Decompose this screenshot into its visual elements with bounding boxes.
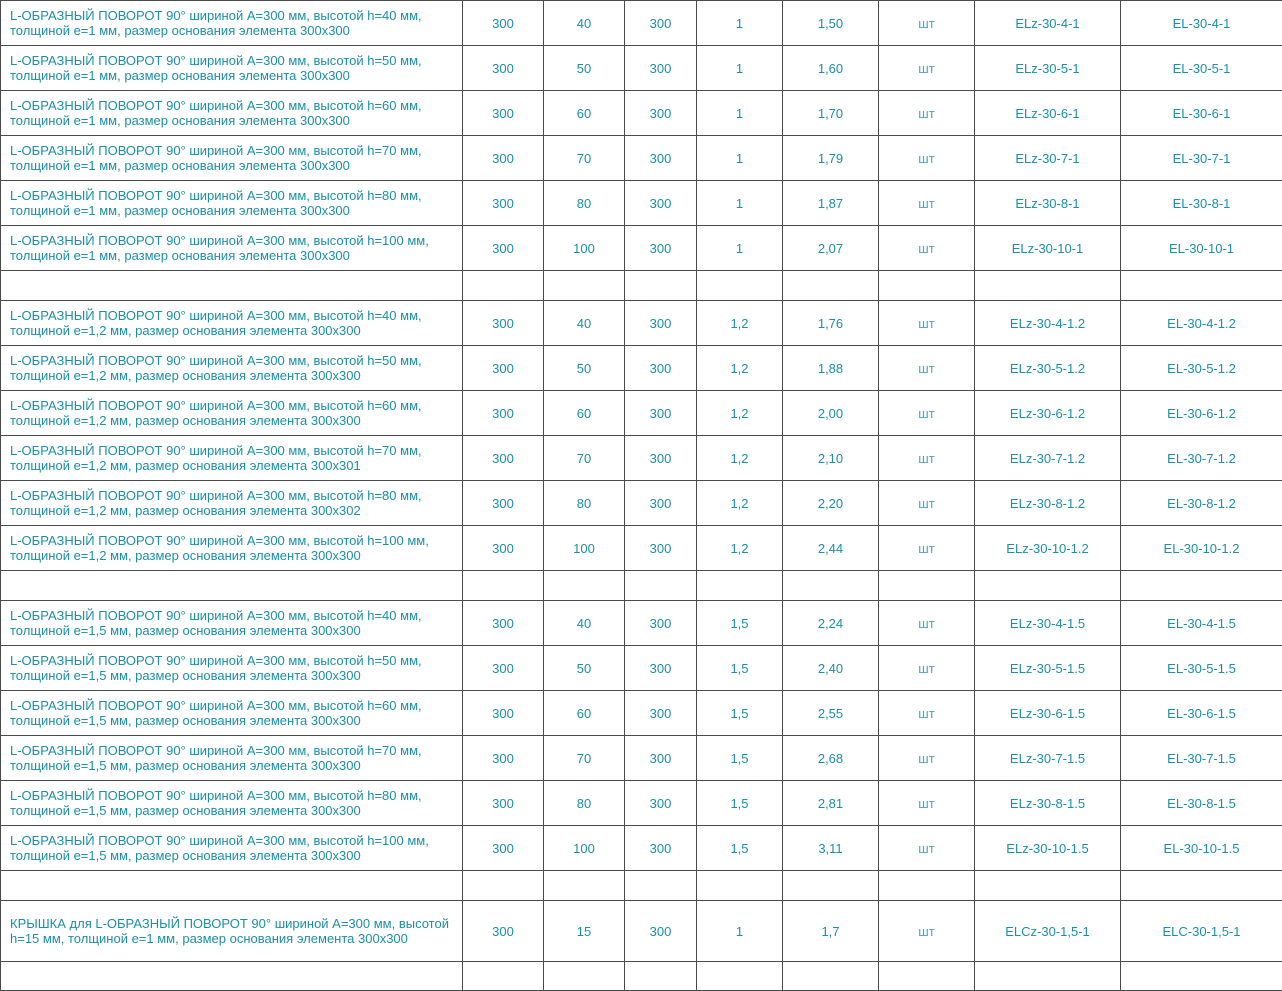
- base-cell: 300: [625, 301, 697, 346]
- description-cell: L-ОБРАЗНЫЙ ПОВОРОТ 90° шириной А=300 мм, высотой h=80 мм, толщиной е=1,5 мм, размер основания элемента 300х300: [1, 781, 463, 826]
- height-h-cell: 80: [544, 481, 625, 526]
- empty-row: [1, 571, 1282, 601]
- table-row: [1, 301, 1282, 346]
- thickness-cell: 1,2: [697, 481, 783, 526]
- height-h-cell: 80: [544, 781, 625, 826]
- width-a-cell: 300: [463, 226, 544, 271]
- thickness-cell: 1,2: [697, 436, 783, 481]
- code-cell: EL-30-5-1.5: [1121, 646, 1282, 691]
- height-h-cell: 80: [544, 181, 625, 226]
- description-cell: L-ОБРАЗНЫЙ ПОВОРОТ 90° шириной А=300 мм, высотой h=60 мм, толщиной е=1,2 мм, размер основания элемента 300х300: [1, 391, 463, 436]
- width-a-cell: 300: [463, 736, 544, 781]
- base-cell: 300: [625, 136, 697, 181]
- height-h-cell: 70: [544, 736, 625, 781]
- code-z-cell: ELz-30-5-1: [975, 46, 1121, 91]
- table-row: [1, 601, 1282, 646]
- empty-cell: [783, 571, 879, 601]
- width-a-cell: 300: [463, 481, 544, 526]
- code-z-cell: ELz-30-6-1.2: [975, 391, 1121, 436]
- thickness-cell: 1,2: [697, 391, 783, 436]
- table-row: [1, 91, 1282, 136]
- thickness-cell: 1,2: [697, 346, 783, 391]
- code-z-cell: ELz-30-10-1.2: [975, 526, 1121, 571]
- width-a-cell: 300: [463, 826, 544, 871]
- height-h-cell: 50: [544, 46, 625, 91]
- table-row: [1, 481, 1282, 526]
- description-cell: L-ОБРАЗНЫЙ ПОВОРОТ 90° шириной А=300 мм, высотой h=70 мм, толщиной е=1,2 мм, размер основания элемента 300х301: [1, 436, 463, 481]
- base-cell: 300: [625, 91, 697, 136]
- code-cell: EL-30-10-1.5: [1121, 826, 1282, 871]
- empty-cell: [697, 271, 783, 301]
- thickness-cell: 1: [697, 181, 783, 226]
- unit-cell: шт: [879, 436, 975, 481]
- description-cell: L-ОБРАЗНЫЙ ПОВОРОТ 90° шириной А=300 мм, высотой h=60 мм, толщиной е=1 мм, размер основания элемента 300х300: [1, 91, 463, 136]
- empty-cell: [625, 271, 697, 301]
- description-cell: L-ОБРАЗНЫЙ ПОВОРОТ 90° шириной А=300 мм, высотой h=80 мм, толщиной е=1 мм, размер основания элемента 300х300: [1, 181, 463, 226]
- code-cell: EL-30-7-1.2: [1121, 436, 1282, 481]
- unit-cell: шт: [879, 181, 975, 226]
- code-cell: EL-30-10-1.2: [1121, 526, 1282, 571]
- empty-cell: [625, 571, 697, 601]
- empty-cell: [463, 871, 544, 901]
- code-z-cell: ELz-30-6-1: [975, 91, 1121, 136]
- description-cell: L-ОБРАЗНЫЙ ПОВОРОТ 90° шириной А=300 мм, высотой h=40 мм, толщиной е=1 мм, размер основания элемента 300х300: [1, 1, 463, 46]
- mass-cell: 1,88: [783, 346, 879, 391]
- unit-cell: шт: [879, 91, 975, 136]
- table-row: [1, 181, 1282, 226]
- width-a-cell: 300: [463, 136, 544, 181]
- description-cell: L-ОБРАЗНЫЙ ПОВОРОТ 90° шириной А=300 мм, высотой h=40 мм, толщиной е=1,2 мм, размер основания элемента 300х300: [1, 301, 463, 346]
- empty-cell: [879, 571, 975, 601]
- height-h-cell: 40: [544, 601, 625, 646]
- table-row: [1, 736, 1282, 781]
- mass-cell: 1,50: [783, 1, 879, 46]
- unit-cell: шт: [879, 391, 975, 436]
- code-cell: EL-30-5-1: [1121, 46, 1282, 91]
- unit-cell: шт: [879, 346, 975, 391]
- code-cell: EL-30-4-1.2: [1121, 301, 1282, 346]
- mass-cell: 2,68: [783, 736, 879, 781]
- height-h-cell: 100: [544, 226, 625, 271]
- unit-cell: шт: [879, 1, 975, 46]
- mass-cell: 2,07: [783, 226, 879, 271]
- code-z-cell: ELz-30-8-1.5: [975, 781, 1121, 826]
- mass-cell: 2,10: [783, 436, 879, 481]
- unit-cell: шт: [879, 781, 975, 826]
- base-cell: 300: [625, 601, 697, 646]
- empty-cell: [879, 871, 975, 901]
- unit-cell: шт: [879, 226, 975, 271]
- table-row: [1, 136, 1282, 181]
- thickness-cell: 1,2: [697, 526, 783, 571]
- base-cell: 300: [625, 346, 697, 391]
- table-row: [1, 526, 1282, 571]
- description-cell: L-ОБРАЗНЫЙ ПОВОРОТ 90° шириной А=300 мм, высотой h=100 мм, толщиной е=1,5 мм, размер основания элемента 300х300: [1, 826, 463, 871]
- unit-cell: шт: [879, 646, 975, 691]
- code-z-cell: ELz-30-7-1.5: [975, 736, 1121, 781]
- height-h-cell: 70: [544, 136, 625, 181]
- empty-cell: [783, 271, 879, 301]
- width-a-cell: 300: [463, 781, 544, 826]
- thickness-cell: 1,5: [697, 691, 783, 736]
- mass-cell: 2,44: [783, 526, 879, 571]
- table-row: [1, 826, 1282, 871]
- code-cell: EL-30-6-1.2: [1121, 391, 1282, 436]
- code-z-cell: ELz-30-7-1.2: [975, 436, 1121, 481]
- description-cell: L-ОБРАЗНЫЙ ПОВОРОТ 90° шириной А=300 мм, высотой h=100 мм, толщиной е=1,2 мм, размер основания элемента 300х300: [1, 526, 463, 571]
- code-z-cell: ELz-30-6-1.5: [975, 691, 1121, 736]
- empty-cell: [1121, 962, 1282, 991]
- base-cell: 300: [625, 46, 697, 91]
- code-cell: EL-30-6-1.5: [1121, 691, 1282, 736]
- height-h-cell: 40: [544, 1, 625, 46]
- base-cell: 300: [625, 781, 697, 826]
- height-h-cell: 50: [544, 646, 625, 691]
- base-cell: 300: [625, 436, 697, 481]
- empty-row: [1, 271, 1282, 301]
- empty-cell: [1121, 271, 1282, 301]
- empty-row: [1, 871, 1282, 901]
- code-z-cell: ELz-30-4-1: [975, 1, 1121, 46]
- empty-cell: [1, 871, 463, 901]
- height-h-cell: 100: [544, 826, 625, 871]
- code-z-cell: ELz-30-10-1.5: [975, 826, 1121, 871]
- thickness-cell: 1,5: [697, 781, 783, 826]
- code-z-cell: ELz-30-4-1.2: [975, 301, 1121, 346]
- base-cell: 300: [625, 736, 697, 781]
- description-cell: L-ОБРАЗНЫЙ ПОВОРОТ 90° шириной А=300 мм, высотой h=60 мм, толщиной е=1,5 мм, размер основания элемента 300х300: [1, 691, 463, 736]
- empty-cell: [1, 271, 463, 301]
- base-cell: 300: [625, 826, 697, 871]
- unit-cell: шт: [879, 826, 975, 871]
- width-a-cell: 300: [463, 901, 544, 962]
- base-cell: 300: [625, 526, 697, 571]
- unit-cell: шт: [879, 46, 975, 91]
- width-a-cell: 300: [463, 391, 544, 436]
- description-cell: КРЫШКА для L-ОБРАЗНЫЙ ПОВОРОТ 90° шириной А=300 мм, высотой h=15 мм, толщиной е=1 мм, размер основания элемента 300х300: [1, 901, 463, 962]
- code-z-cell: ELz-30-8-1.2: [975, 481, 1121, 526]
- unit-cell: шт: [879, 601, 975, 646]
- thickness-cell: 1: [697, 1, 783, 46]
- description-cell: L-ОБРАЗНЫЙ ПОВОРОТ 90° шириной А=300 мм, высотой h=40 мм, толщиной е=1,5 мм, размер основания элемента 300х300: [1, 601, 463, 646]
- code-cell: EL-30-6-1: [1121, 91, 1282, 136]
- empty-cell: [879, 271, 975, 301]
- empty-cell: [544, 571, 625, 601]
- mass-cell: 1,70: [783, 91, 879, 136]
- code-z-cell: ELz-30-5-1.2: [975, 346, 1121, 391]
- code-cell: EL-30-5-1.2: [1121, 346, 1282, 391]
- code-z-cell: ELz-30-8-1: [975, 181, 1121, 226]
- empty-cell: [697, 871, 783, 901]
- empty-cell: [1121, 871, 1282, 901]
- width-a-cell: 300: [463, 601, 544, 646]
- empty-cell: [1, 962, 463, 991]
- code-z-cell: ELz-30-7-1: [975, 136, 1121, 181]
- empty-cell: [697, 962, 783, 991]
- empty-cell: [879, 962, 975, 991]
- description-cell: L-ОБРАЗНЫЙ ПОВОРОТ 90° шириной А=300 мм, высотой h=50 мм, толщиной е=1,2 мм, размер основания элемента 300х300: [1, 346, 463, 391]
- height-h-cell: 50: [544, 346, 625, 391]
- mass-cell: 1,87: [783, 181, 879, 226]
- table-row: [1, 1, 1282, 46]
- thickness-cell: 1,5: [697, 601, 783, 646]
- empty-cell: [975, 271, 1121, 301]
- table-row: [1, 781, 1282, 826]
- empty-cell: [463, 571, 544, 601]
- height-h-cell: 60: [544, 691, 625, 736]
- empty-cell: [544, 271, 625, 301]
- mass-cell: 1,79: [783, 136, 879, 181]
- empty-cell: [625, 962, 697, 991]
- mass-cell: 1,7: [783, 901, 879, 962]
- empty-cell: [1, 571, 463, 601]
- table-row: [1, 46, 1282, 91]
- table-row: [1, 691, 1282, 736]
- code-cell: EL-30-8-1.2: [1121, 481, 1282, 526]
- thickness-cell: 1: [697, 226, 783, 271]
- height-h-cell: 15: [544, 901, 625, 962]
- description-cell: L-ОБРАЗНЫЙ ПОВОРОТ 90° шириной А=300 мм, высотой h=50 мм, толщиной е=1,5 мм, размер основания элемента 300х300: [1, 646, 463, 691]
- width-a-cell: 300: [463, 46, 544, 91]
- width-a-cell: 300: [463, 526, 544, 571]
- description-cell: L-ОБРАЗНЫЙ ПОВОРОТ 90° шириной А=300 мм, высотой h=100 мм, толщиной е=1 мм, размер основания элемента 300х300: [1, 226, 463, 271]
- thickness-cell: 1: [697, 46, 783, 91]
- table-row: [1, 646, 1282, 691]
- unit-cell: шт: [879, 301, 975, 346]
- empty-cell: [783, 962, 879, 991]
- unit-cell: шт: [879, 901, 975, 962]
- base-cell: 300: [625, 391, 697, 436]
- empty-cell: [544, 962, 625, 991]
- empty-cell: [975, 871, 1121, 901]
- base-cell: 300: [625, 901, 697, 962]
- thickness-cell: 1,5: [697, 736, 783, 781]
- table-row: [1, 436, 1282, 481]
- empty-cell: [463, 271, 544, 301]
- height-h-cell: 60: [544, 91, 625, 136]
- code-z-cell: ELz-30-5-1.5: [975, 646, 1121, 691]
- code-cell: EL-30-8-1.5: [1121, 781, 1282, 826]
- code-cell: EL-30-8-1: [1121, 181, 1282, 226]
- code-cell: EL-30-4-1.5: [1121, 601, 1282, 646]
- table-row: [1, 346, 1282, 391]
- mass-cell: 2,24: [783, 601, 879, 646]
- width-a-cell: 300: [463, 346, 544, 391]
- unit-cell: шт: [879, 736, 975, 781]
- width-a-cell: 300: [463, 691, 544, 736]
- description-cell: L-ОБРАЗНЫЙ ПОВОРОТ 90° шириной А=300 мм, высотой h=70 мм, толщиной е=1 мм, размер основания элемента 300х300: [1, 136, 463, 181]
- code-cell: ELC-30-1,5-1: [1121, 901, 1282, 962]
- empty-cell: [1121, 571, 1282, 601]
- empty-cell: [783, 871, 879, 901]
- code-cell: EL-30-4-1: [1121, 1, 1282, 46]
- code-z-cell: ELCz-30-1,5-1: [975, 901, 1121, 962]
- thickness-cell: 1: [697, 136, 783, 181]
- base-cell: 300: [625, 181, 697, 226]
- height-h-cell: 70: [544, 436, 625, 481]
- unit-cell: шт: [879, 481, 975, 526]
- code-cell: EL-30-7-1: [1121, 136, 1282, 181]
- thickness-cell: 1,5: [697, 646, 783, 691]
- empty-cell: [975, 571, 1121, 601]
- height-h-cell: 60: [544, 391, 625, 436]
- mass-cell: 1,76: [783, 301, 879, 346]
- empty-cell: [544, 871, 625, 901]
- width-a-cell: 300: [463, 301, 544, 346]
- thickness-cell: 1,2: [697, 301, 783, 346]
- mass-cell: 2,20: [783, 481, 879, 526]
- code-z-cell: ELz-30-4-1.5: [975, 601, 1121, 646]
- base-cell: 300: [625, 691, 697, 736]
- unit-cell: шт: [879, 526, 975, 571]
- description-cell: L-ОБРАЗНЫЙ ПОВОРОТ 90° шириной А=300 мм, высотой h=80 мм, толщиной е=1,2 мм, размер основания элемента 300х302: [1, 481, 463, 526]
- mass-cell: 2,40: [783, 646, 879, 691]
- base-cell: 300: [625, 226, 697, 271]
- empty-cell: [975, 962, 1121, 991]
- description-cell: L-ОБРАЗНЫЙ ПОВОРОТ 90° шириной А=300 мм, высотой h=70 мм, толщиной е=1,5 мм, размер основания элемента 300х300: [1, 736, 463, 781]
- unit-cell: шт: [879, 691, 975, 736]
- empty-cell: [625, 871, 697, 901]
- code-cell: EL-30-10-1: [1121, 226, 1282, 271]
- thickness-cell: 1: [697, 91, 783, 136]
- base-cell: 300: [625, 481, 697, 526]
- empty-row: [1, 962, 1282, 991]
- empty-cell: [697, 571, 783, 601]
- table-row: [1, 391, 1282, 436]
- width-a-cell: 300: [463, 91, 544, 136]
- width-a-cell: 300: [463, 1, 544, 46]
- table-row: [1, 226, 1282, 271]
- description-cell: L-ОБРАЗНЫЙ ПОВОРОТ 90° шириной А=300 мм, высотой h=50 мм, толщиной е=1 мм, размер основания элемента 300х300: [1, 46, 463, 91]
- mass-cell: 2,00: [783, 391, 879, 436]
- code-cell: EL-30-7-1.5: [1121, 736, 1282, 781]
- base-cell: 300: [625, 646, 697, 691]
- height-h-cell: 100: [544, 526, 625, 571]
- base-cell: 300: [625, 1, 697, 46]
- width-a-cell: 300: [463, 181, 544, 226]
- mass-cell: 1,60: [783, 46, 879, 91]
- width-a-cell: 300: [463, 436, 544, 481]
- width-a-cell: 300: [463, 646, 544, 691]
- empty-cell: [463, 962, 544, 991]
- unit-cell: шт: [879, 136, 975, 181]
- mass-cell: 2,55: [783, 691, 879, 736]
- mass-cell: 3,11: [783, 826, 879, 871]
- height-h-cell: 40: [544, 301, 625, 346]
- table-row: [1, 901, 1282, 962]
- mass-cell: 2,81: [783, 781, 879, 826]
- thickness-cell: 1: [697, 901, 783, 962]
- code-z-cell: ELz-30-10-1: [975, 226, 1121, 271]
- thickness-cell: 1,5: [697, 826, 783, 871]
